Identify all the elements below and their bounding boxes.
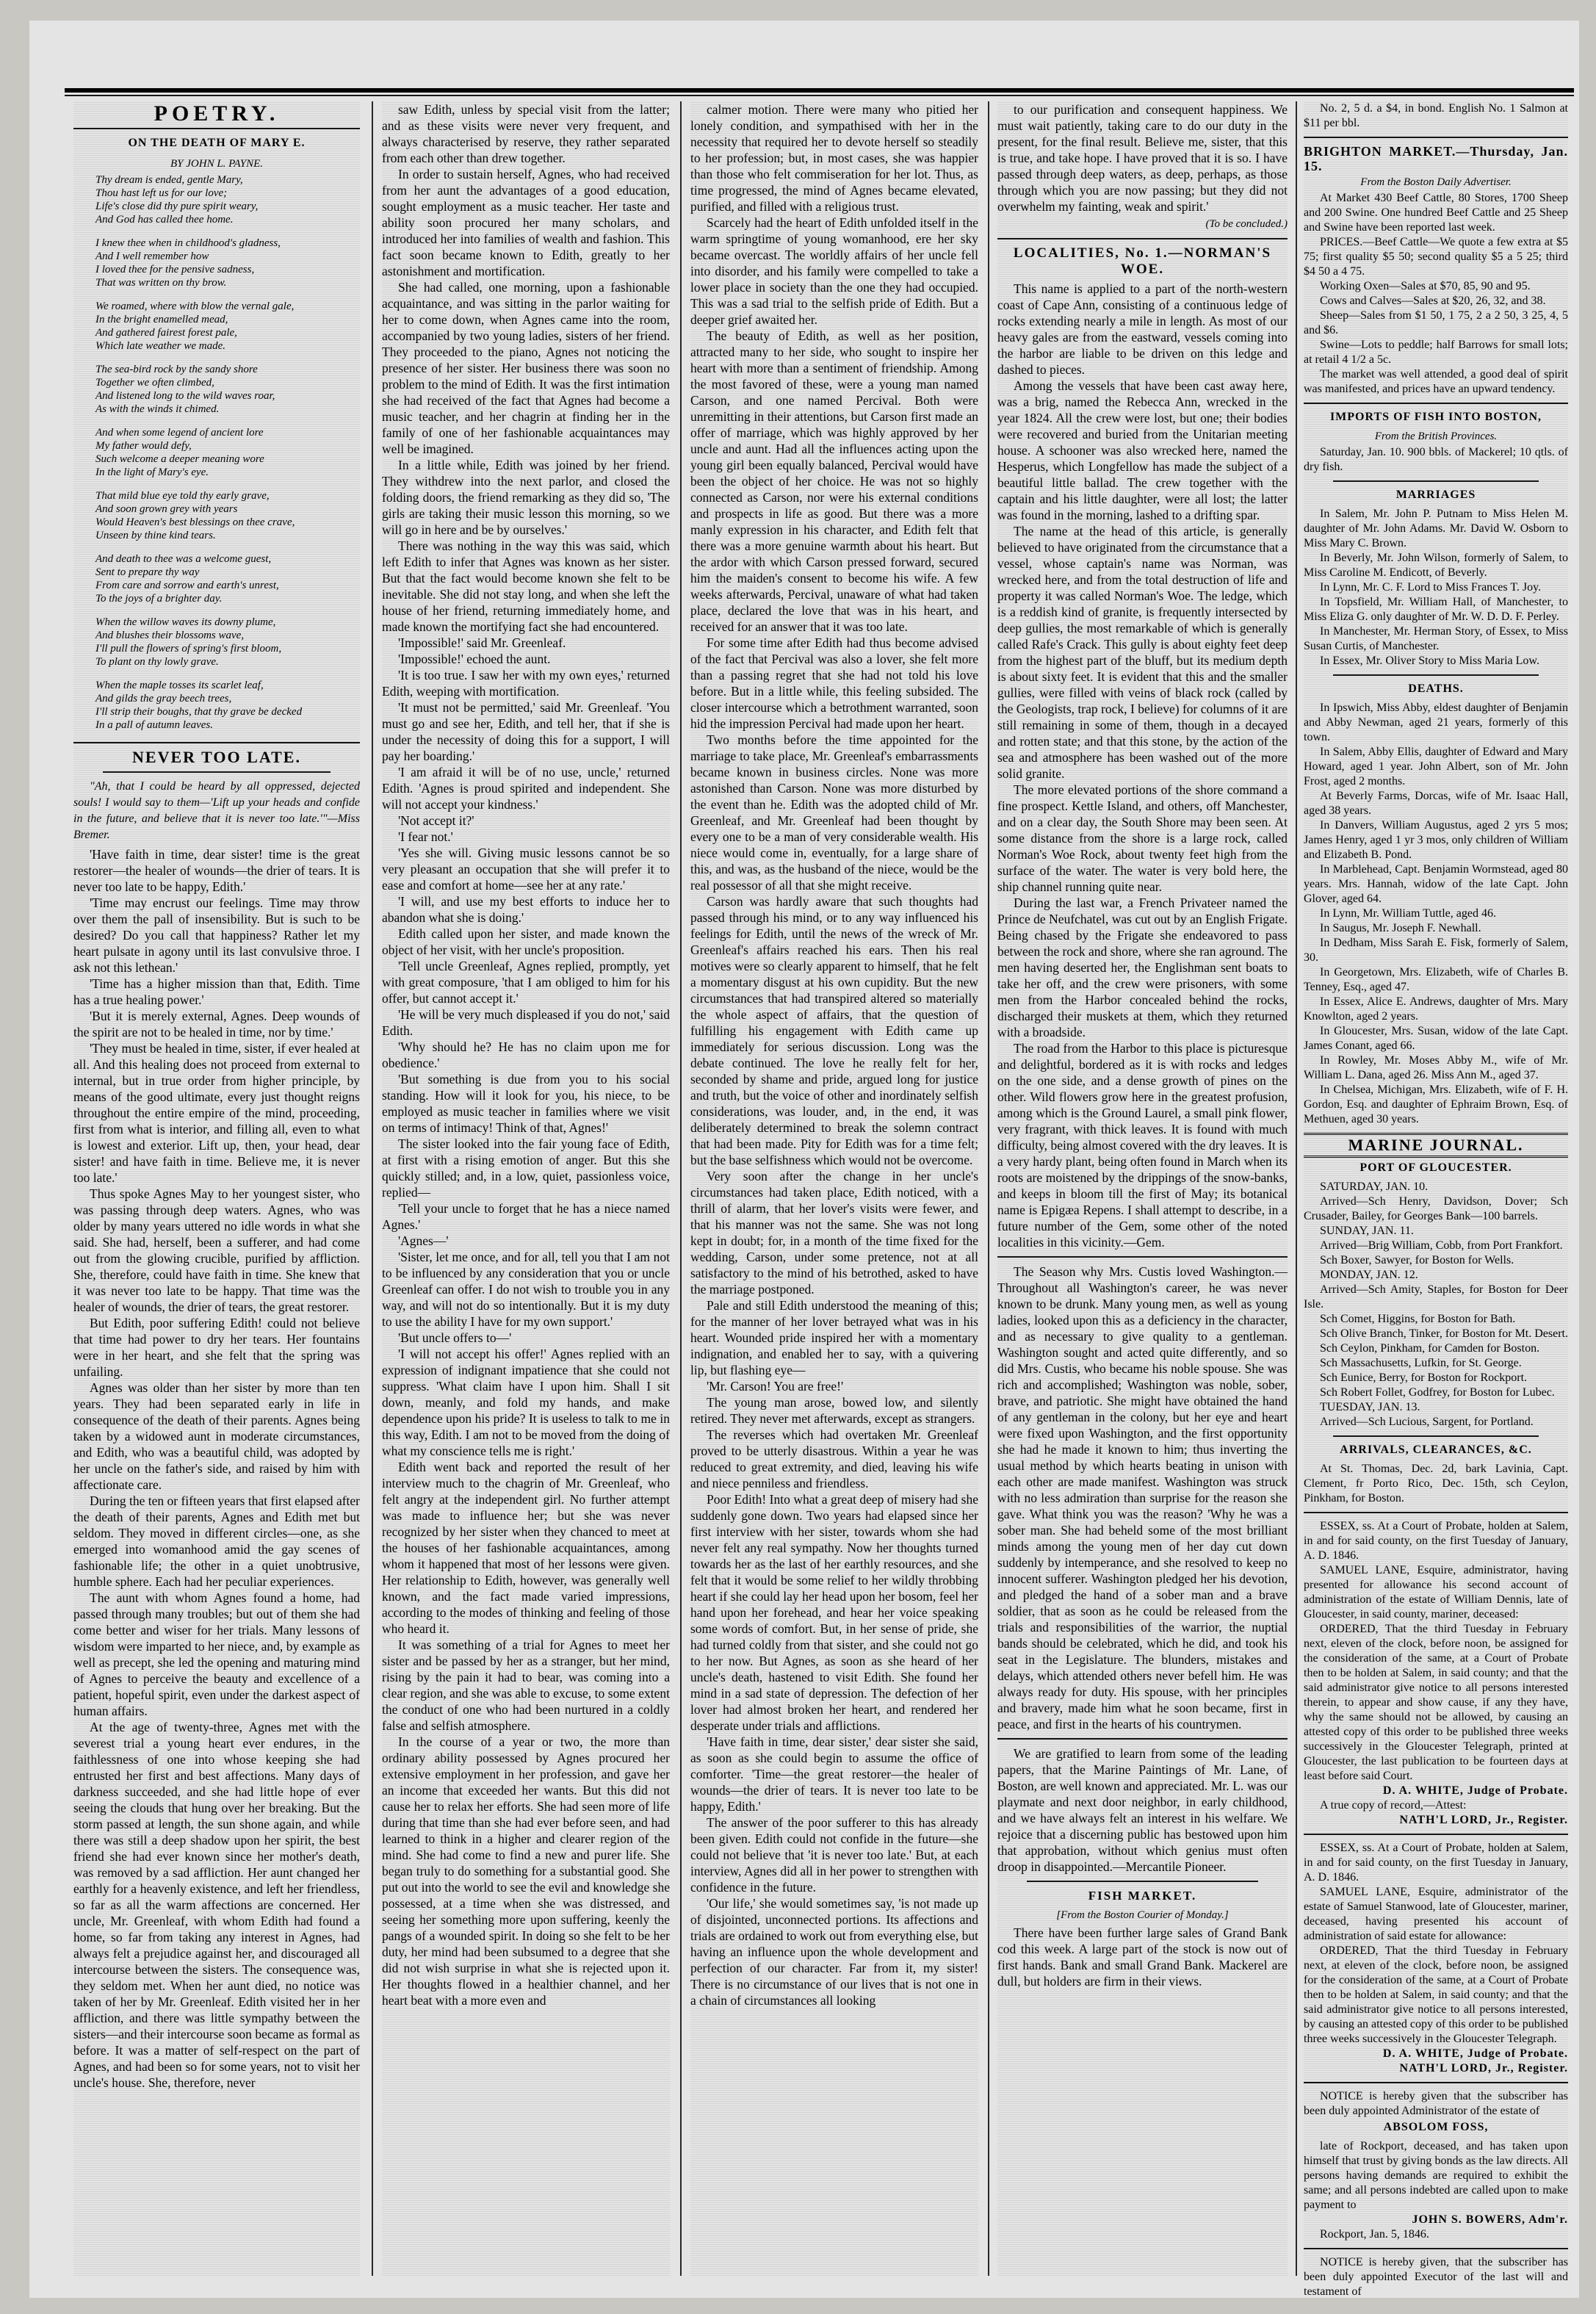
story-paragraph: In a little while, Edith was joined by her friend. They withdrew into the next parlor, and closed the folding doors, the friend remarking as they did so, 'The girls are taking their music lesson this morning, so we will go in here and be by ourselves.' bbox=[382, 458, 670, 537]
poem-line: In a pall of autumn leaves. bbox=[95, 719, 213, 731]
marine-entry: Arrived—Sch Lucious, Sargent, for Portland. bbox=[1320, 1416, 1534, 1428]
story-paragraph: The sister looked into the fair young face of Edith, at first with a rising emotion of anger. But this she quickly stilled; and, in a low, quiet, passionless voice, replied— bbox=[382, 1136, 670, 1200]
story-paragraph: 'Time may encrust our feelings. Time may throw over them the pall of insensibility. But is such to be desired? Do you call that happiness? Rather let my heart pulsate in agony until its last convulsive throe. I ask not this lethean.' bbox=[73, 895, 360, 975]
salmon-line: No. 2, 5 d. a $4, in bond. English No. 1 Salmon at $11 per bbl. bbox=[1304, 102, 1568, 129]
probate-register-2: NATH'L LORD, Jr., Register. bbox=[1399, 2062, 1568, 2075]
arrivals-line: At St. Thomas, Dec. 2d, bark Lavinia, Capt. Clement, fr Porto Rico, Dec. 15th, sch Ceylon, Pinkham, for Boston. bbox=[1304, 1463, 1568, 1504]
story-paragraph: 'Why should he? He has no claim upon me for obedience.' bbox=[382, 1039, 670, 1070]
marriages-title: MARRIAGES bbox=[1395, 489, 1476, 501]
divider bbox=[1304, 2248, 1568, 2249]
story-paragraph: 'Agnes—' bbox=[398, 1233, 449, 1248]
story-paragraph: 'But it is merely external, Agnes. Deep wounds of the spirit are not to be healed in time, nor by time.' bbox=[73, 1009, 360, 1039]
port-title: PORT OF GLOUCESTER. bbox=[1360, 1161, 1512, 1174]
poem-line: And soon grown grey with years bbox=[95, 503, 238, 515]
story-paragraph: 'Sister, let me once, and for all, tell you that I am not to be influenced by any consideration that you or uncle Greenleaf can offer. I do not wish to trouble you in any way, and will not do so intentionally. But it is my duty to use the ability I have for my own support.' bbox=[382, 1250, 670, 1329]
poem-stanza bbox=[73, 489, 360, 542]
brighton-paragraph: Sheep—Sales from $1 50, 1 75, 2 a 2 50, 3 25, 4, 5 and $6. bbox=[1304, 309, 1568, 336]
poem-line: And I well remember how bbox=[95, 250, 209, 262]
story-paragraph: to our purification and consequent happiness. We must wait patiently, taking care to do our duty in the present, for the final result. Believe me, sister, that this is true, and take hope. I have proved that it is so. I have passed through deep waters, as deep, perhaps, as those through which you are now passing; but they did not overwhelm my fainting, weak and spirit.' bbox=[997, 102, 1288, 214]
poem-line: And gathered fairest forest pale, bbox=[95, 327, 237, 339]
poetry-heading: POETRY. bbox=[154, 101, 280, 126]
localities-paragraph: Among the vessels that have been cast away here, was a brig, named the Rebecca Ann, wrecked in the year 1824. All the crew were lost, but one; their bodies were recovered and buried from the Unitarian meeting house. A schooner was also wrecked here, named the Hesperus, which Longfellow has made the subject of a beautiful little ballad. The crew together with the captain and his little daughter, were all lost; the latter was found in the morning, lashed to a drifting spar. bbox=[997, 378, 1288, 522]
localities-paragraph: The name at the head of this article, is generally believed to have originated from the circumstance that a vessel, whose captain's name was Norman, was wrecked here, and from the total destruction of life and property it was called Norman's Woe. The ledge, which is a reddish kind of granite, is frequently intersected by deep gullies, the most remarkable of which is generally called Rafe's Crack. This gully is about eighty feet deep from the highest part of the bluff, but its medium depth is about sixty feet. It is evident that this and the smaller gullies, were filled with veins of black rock (called by the Geologists, trap rock, I believe) for columns of it are still remaining in some of them, though in a decayed and rotten state; and that this stone, by the action of the sea and atmosphere has been washed out of the more solid granite. bbox=[997, 524, 1288, 781]
marriages-list bbox=[1304, 507, 1568, 668]
marriage-entry: In Lynn, Mr. C. F. Lord to Miss Frances T. Joy. bbox=[1320, 581, 1542, 594]
story-paragraph: Two months before the time appointed for the marriage to take place, Mr. Greenleaf's embarrassments became known in business circles. None was more astonished than Carson. None was more disturbed by the event than he. Edith was the adopted child of Mr. Greenleaf, and Mr. Greenleaf had been thought by every one to be a man of very considerable wealth. His niece would come in, eventually, for a large share of this, and was, as the husband of the niece, would be the real possessor of all that she might receive. bbox=[690, 732, 978, 893]
marine-entry: Sch Massachusetts, Lufkin, for St. George. bbox=[1320, 1357, 1522, 1369]
marine-entry: Sch Eunice, Berry, for Boston for Rockport. bbox=[1320, 1372, 1528, 1384]
story-paragraph: In order to sustain herself, Agnes, who had received from her aunt the advantages of a good education, sought employment as a music teacher. Her taste and ability soon procured her many scholars, and introduced her into families of wealth and fashion. This fact soon became known to Edith, greatly to her astonishment and mortification. bbox=[382, 167, 670, 278]
death-entry: In Chelsea, Michigan, Mrs. Elizabeth, wife of F. H. Gordon, Esq. and daughter of Ephraim Brown, Esq. of Methuen, aged 30 years. bbox=[1304, 1084, 1568, 1125]
poem-stanza bbox=[73, 679, 360, 732]
marine-journal-title: MARINE JOURNAL. bbox=[1304, 1133, 1568, 1158]
story-body-col4 bbox=[997, 101, 1288, 215]
story-paragraph: 'They must be healed in time, sister, if ever healed at all. And this healing does not proceed from external to internal, but in true order from higher principle, by means of the good ultimate, every just thought reigns throughout the entire empire of the mind, proceeding, first from what is interior, and filling all, even to what is lowest and exterior. Lift up, then, your head, dear sister! and have faith in time. Believe me, it is never too late.' bbox=[73, 1041, 360, 1185]
divider bbox=[1333, 1435, 1539, 1437]
poem-line: Together we often climbed, bbox=[95, 377, 214, 389]
probate-essex-1: ESSEX, ss. At a Court of Probate, holden at Salem, in and for said county, on the first Tuesday of January, A. D. 1846. bbox=[1304, 1520, 1568, 1562]
notice-1-signature: JOHN S. BOWERS, Adm'r. bbox=[1412, 2213, 1568, 2226]
poem-line: Such welcome a deeper meaning wore bbox=[95, 453, 264, 465]
probate-judge-1: D. A. WHITE, Judge of Probate. bbox=[1382, 1784, 1568, 1797]
poem-line: From care and sorrow and earth's unrest, bbox=[95, 580, 279, 591]
story-paragraph: Agnes was older than her sister by more than ten years. They had been separated early in life in consequence of the death of their parents. Agnes being taken by a widowed aunt in moderate circumstances, and Edith, who was a beautiful child, was adopted by her uncle on the father's side, and raised by him with affectionate care. bbox=[73, 1380, 360, 1492]
story-paragraph: Edith went back and reported the result of her interview much to the chagrin of Mr. Greenleaf, who felt angry at the independent girl. No further attempt was made to influence her; but she was never recognized by her sister when they chanced to meet at the houses of her fashionable acquaintances, among whom it happened that most of her lessons were given. Her relationship to Edith, however, was generally well known, and the fact made varied impressions, according to the modes of thinking and feeling of those who heard it. bbox=[382, 1460, 670, 1636]
poem-line: And God has called thee home. bbox=[95, 214, 234, 226]
divider bbox=[1304, 2082, 1568, 2083]
poem-line: When the maple tosses its scarlet leaf, bbox=[95, 680, 264, 691]
marriage-entry: In Manchester, Mr. Herman Story, of Essex, to Miss Susan Curtis, of Manchester. bbox=[1304, 625, 1568, 652]
story-paragraph: Poor Edith! Into what a great deep of misery had she suddenly gone down. Two years had elapsed since her first interview with her sister, towards whom she had never felt any real sympathy. Now her thoughts turned towards her as the last of her earthly resources, and she felt that it would be some relief to her wildly throbbing heart if she could lay her head upon her bosom, feel her hand upon her forehead, and hear her voice speaking some words of comfort. But, in her sense of pride, she had turned coldly from that sister, and she could not go to her now. But Agnes, as soon as she heard of her uncle's death, hastened to visit Edith. She found her mind in a sad state of depression. The defection of her lover had almost broken her heart, and rendered her desperate under trials and afflictions. bbox=[690, 1492, 978, 1733]
story-paragraph: 'Time has a higher mission than that, Edith. Time has a true healing power.' bbox=[73, 976, 360, 1007]
story-paragraph: saw Edith, unless by special visit from the latter; and as these visits were never very frequent, and always characterised by reserve, they rather separated from each other than drew together. bbox=[382, 102, 670, 165]
story-paragraph: Edith called upon her sister, and made known the object of her visit, with her uncle's proposition. bbox=[382, 926, 670, 957]
marine-entry: SUNDAY, JAN. 11. bbox=[1320, 1225, 1414, 1237]
divider bbox=[1304, 1834, 1568, 1835]
divider bbox=[103, 771, 331, 773]
story-paragraph: 'Have faith in time, dear sister! time is the great restorer—the healer of wounds—the drier of tears. It is never too late to be happy, Edith.' bbox=[73, 847, 360, 894]
marine-entry: SATURDAY, JAN. 10. bbox=[1320, 1181, 1429, 1193]
story-body-col1 bbox=[73, 846, 360, 2091]
story-paragraph: During the ten or fifteen years that first elapsed after the death of their parents, Agnes and Edith met but seldom. They moved in different circles—one, as she emerged into womanhood amid the gay scenes of fashionable life; the other in a quiet unobtrusive, humble sphere. Each had her peculiar experiences. bbox=[73, 1493, 360, 1589]
poem-line: That mild blue eye told thy early grave, bbox=[95, 490, 270, 502]
column-2 bbox=[382, 101, 670, 2276]
story-paragraph: At the age of twenty-three, Agnes met with the severest trial a young heart ever endures, in the faithlessness of one into whose keeping she had entrusted her first and best affections. Many days of darkness succeeded, and she had little hope of ever seeing the clouds that hung over her breaking. But the storm passed at length, the sun shone again, and while there was still a deep shadow upon her spirit, the best friend she had ever known since her mother's death, was removed by a sad affliction. Her aunt changed her earthly for a heavenly existence, and left her friendless, so far as all the warm affections are concerned. Her uncle, Mr. Greenleaf, with whom Edith had found a home, so far from taking any interest in Agnes, had always felt a prejudice against her, and discouraged all intercourse between the sisters. The consequence was, they seldom met. When her aunt died, no notice was taken of her by Mr. Greenleaf. Edith visited her in her affliction, and there was little sympathy between the sisters—and their intercourse soon became as formal as before. It was a matter of self-respect on the part of Agnes, and had been so for some years, not to visit her uncle's house. She, therefore, never bbox=[73, 1720, 360, 2090]
divider bbox=[1027, 1881, 1258, 1882]
brighton-paragraph: Swine—Lots to peddle; half Barrows for small lots; at retail 4 1/2 a 5c. bbox=[1304, 339, 1568, 366]
marine-list bbox=[1304, 1180, 1568, 1430]
poem-line: That was written on thy brow. bbox=[95, 277, 227, 289]
story-paragraph: It was something of a trial for Agnes to meet her sister and be passed by her as a stranger, but her mind, rising by the pain it had to bear, was coming into a clear region, and she was able to excuse, to some extent the conduct of one who had been nurtured in a coldly false and selfish atmosphere. bbox=[382, 1637, 670, 1733]
probate-register-1: NATH'L LORD, Jr., Register. bbox=[1399, 1814, 1568, 1826]
poem-stanza bbox=[73, 363, 360, 416]
poem-stanza bbox=[73, 552, 360, 605]
poem-byline: BY JOHN L. PAYNE. bbox=[170, 158, 263, 170]
poem-line: I'll pull the flowers of spring's first bloom, bbox=[95, 643, 282, 655]
death-entry: In Danvers, William Augustus, aged 2 yrs 5 mos; James Henry, aged 1 yr 3 mos, only children of William and Elizabeth B. Pond. bbox=[1304, 819, 1568, 861]
localities-paragraph: During the last war, a French Privateer named the Prince de Neufchatel, was cut out by an English Frigate. Being chased by the Frigate she endeavored to pass between the rock and shore, where she ran aground. The men having deserted her, the Englishman sent boats to take her off, and the crew were prisoners, with some men from the Harbor concealed behind the rocks, discharged their muskets at them, which they returned with a broadside. bbox=[997, 895, 1288, 1039]
localities-title: LOCALITIES, No. 1.—NORMAN'S WOE. bbox=[1013, 245, 1272, 277]
death-entry: In Ipswich, Miss Abby, eldest daughter of Benjamin and Abby Newman, aged 21 years, formerly of this town. bbox=[1304, 702, 1568, 743]
probate-essex-2: ESSEX, ss. At a Court of Probate, holden at Salem, in and for said county, on the first Tuesday in January, A. D. 1846. bbox=[1304, 1842, 1568, 1884]
story-title: NEVER TOO LATE. bbox=[132, 748, 301, 766]
story-paragraph: Thus spoke Agnes May to her youngest sister, who was passing through deep waters. Agnes, who was older by many years uttered no idle words in what she said. She had, herself, been a sufferer, and had come out from the glowing crucible, purified by affliction. She, therefore, could have faith in time. She knew that it was never too late to be happy. That time was the healer of wounds, the drier of tears, the great restorer. bbox=[73, 1186, 360, 1314]
story-paragraph: 'Tell your uncle to forget that he has a niece named Agnes.' bbox=[382, 1201, 670, 1232]
fish-market-text: There have been further large sales of Grand Bank cod this week. A large part of the stock is now out of first hands. Bank and small Grand Bank. Mackerel are dull, but holders are firm in their views. bbox=[997, 1925, 1288, 1989]
death-entry: In Saugus, Mr. Joseph F. Newhall. bbox=[1320, 922, 1481, 934]
poem-line: And death to thee was a welcome guest, bbox=[95, 553, 272, 565]
story-paragraph: 'It is too true. I saw her with my own eyes,' returned Edith, weeping with mortification. bbox=[382, 668, 670, 699]
column-5 bbox=[1304, 101, 1568, 2298]
column-divider bbox=[680, 101, 682, 2276]
poem-line: And when some legend of ancient lore bbox=[95, 427, 264, 439]
story-paragraph: 'Impossible!' said Mr. Greenleaf. bbox=[398, 635, 566, 650]
brighton-paragraph: The market was well attended, a good deal of spirit was manifested, and prices have an upward tendency. bbox=[1304, 368, 1568, 395]
column-4 bbox=[997, 101, 1288, 2276]
poem-line: We roamed, where with blow the vernal gale, bbox=[95, 300, 295, 312]
marriage-entry: In Topsfield, Mr. William Hall, of Manchester, to Miss Eliza G. only daughter of Mr. W. D. D. F. Perley. bbox=[1304, 596, 1568, 623]
probate-judge-2: D. A. WHITE, Judge of Probate. bbox=[1382, 2047, 1568, 2060]
marriage-entry: In Beverly, Mr. John Wilson, formerly of Salem, to Miss Caroline M. Endicott, of Beverly. bbox=[1304, 552, 1568, 579]
poem-line: And gilds the gray beech trees, bbox=[95, 693, 232, 704]
brighton-source: From the Boston Daily Advertiser. bbox=[1360, 176, 1512, 188]
divider bbox=[1304, 403, 1568, 404]
column-3 bbox=[690, 101, 978, 2276]
poem-line: And blushes their blossoms wave, bbox=[95, 630, 245, 641]
story-paragraph: In the course of a year or two, the more than ordinary ability possessed by Agnes procured her extensive employment in her profession, and gave her an income that exceeded her wants. But this did not cause her to relax her efforts. She had seen more of life during that time than she had ever before seen, and had learned to think in a higher and clearer region of the mind. She had come to find a new and purer life. She began truly to do something for a substantial good. She put out into the world to see the evil and knowledge she possessed, at a time when she was distressed, and seeing her something more upon suffering, keenly the pangs of a wounded spirit. In doing so she felt to be her duty, her mind had been subsumed to a degree that she did not wish surprise in what she is rejected upon it. Her thoughts flowed in a healthier channel, and her heart beat with a more even and bbox=[382, 1734, 670, 2008]
marine-entry: Arrived—Sch Henry, Davidson, Dover; Sch Crusader, Bailey, for Georges Bank—100 barrels. bbox=[1304, 1195, 1568, 1222]
poem-line: Unseen by thine kind tears. bbox=[95, 530, 216, 541]
story-paragraph: 'Impossible!' echoed the aunt. bbox=[398, 652, 551, 666]
notice-1-name: ABSOLOM FOSS, bbox=[1383, 2121, 1489, 2133]
story-paragraph: The answer of the poor sufferer to this has already been given. Edith could not confide in the future—she could not believe that 'it is never too late.' But, at each interview, Agnes did all in her power to strengthen with confidence in the future. bbox=[690, 1815, 978, 1895]
poem-line: In the bright enamelled mead, bbox=[95, 314, 228, 325]
column-divider bbox=[372, 101, 373, 2276]
story-paragraph: 'It must not be permitted,' said Mr. Greenleaf. 'You must go and see her, Edith, and tell her, that if she is under the necessity of doing this for a support, I will pay her boarding.' bbox=[382, 700, 670, 763]
notice-2: NOTICE is hereby given, that the subscriber has been duly appointed Executor of the last will and testament of bbox=[1304, 2256, 1568, 2298]
death-entry: In Dedham, Miss Sarah E. Fisk, formerly of Salem, 30. bbox=[1304, 937, 1568, 964]
fish-market-title: FISH MARKET. bbox=[1088, 1889, 1197, 1903]
poem-line: As with the winds it chimed. bbox=[95, 403, 220, 415]
marine-entry: MONDAY, JAN. 12. bbox=[1320, 1269, 1418, 1281]
marine-entry: Arrived—Sch Amity, Staples, for Boston for Deer Isle. bbox=[1304, 1283, 1568, 1311]
death-entry: In Essex, Alice E. Andrews, daughter of Mrs. Mary Knowlton, aged 2 years. bbox=[1304, 995, 1568, 1023]
top-rule bbox=[65, 88, 1574, 93]
brighton-paragraph: Working Oxen—Sales at $70, 85, 90 and 95. bbox=[1320, 280, 1531, 292]
divider bbox=[997, 1256, 1288, 1258]
poem-title: ON THE DEATH OF MARY E. bbox=[128, 137, 306, 149]
story-paragraph: 'I am afraid it will be of no use, uncle,' returned Edith. 'Agnes is proud spirited and independent. She will not accept your kindness.' bbox=[382, 765, 670, 812]
washington-paragraph: The Season why Mrs. Custis loved Washington.—Throughout all Washington's career, he was never known to be drunk. Many young men, as well as young ladies, looked upon this as a deficiency in the character, and as necessary to give quality to a gentleman. Washington sought and acted quite differently, and so did Mrs. Custis, who became his noble spouse. She was rich and accomplished; Washington was noble, sober, brave, and patriotic. She might have obtained the hand of any gentleman in the colony, but her eye and heart were fixed upon Washington, and the first opportunity she had he made it known to him; thus inverting the usual method by which hearts beating in unison with each other are made manifest. Washington was struck with no less admiration than surprise for the reason she gave. What think you was the reason? 'Why he was a sober man. She had beheld some of the most brilliant minds among the young men of her day cut down suddenly by intemperance, and she resolved to keep no innocent sufferer. Washington pledged her his devotion, and pledged the hand of a sober man and a brave soldier, that as soon as he could be released from the trials and responsibilities of the warrior, the nuptial bands should be celebrated, which he did, and took his seat in the Legislature. The blunders, mistakes and delays, which attended others never befell him. He was always ready for duty. His spouse, with her principles and bravery, made him what he soon became, first in peace, and first in the hearts of his countrymen. bbox=[997, 1264, 1288, 1731]
localities-paragraph: The road from the Harbor to this place is picturesque and delightful, bordered as it is with rocks and ledges on the one side, and a dense growth of pines on the other. Wild flowers grow here in the greatest profusion, among which is the Ground Laurel, a small pink flower, very fragrant, with thick leaves. It is found with much difficulty, being almost covered with the dry leaves. It is a very hardy plant, being often found in March when its roots are moistened by the drippings of the snow-banks, and keeps in bloom till the first of May; its botanical name is Epigæa Repens. I shall attempt to describe, in a future number of the Gem, some other of the noted localities in this vicinity.—Gem. bbox=[997, 1041, 1288, 1250]
poem-line: Thou hast left us for our love; bbox=[95, 187, 228, 199]
marine-entry: Arrived—Brig William, Cobb, from Port Frankfort. bbox=[1320, 1239, 1563, 1252]
story-paragraph: 'But uncle offers to—' bbox=[398, 1330, 512, 1345]
story-paragraph: 'I will, and use my best efforts to induce her to abandon what she is doing.' bbox=[382, 894, 670, 925]
brighton-paragraph: PRICES.—Beef Cattle—We quote a few extra at $5 75; first quality $5 50; second quality $5 a 5 25; third $4 50 a 4 75. bbox=[1304, 236, 1568, 278]
imports-title: IMPORTS OF FISH INTO BOSTON, bbox=[1329, 411, 1542, 423]
localities-paragraph: This name is applied to a part of the north-western coast of Cape Ann, consisting of a continuous ledge of rocks extending nearly a mile in length. As most of our heavy gales are from the eastward, vessels coming into the harbor are liable to be driven on this ledge and dashed to pieces. bbox=[997, 281, 1288, 377]
poem-line: My father would defy, bbox=[95, 440, 192, 452]
poem-line: I'll strip their boughs, that thy grave be decked bbox=[95, 706, 303, 718]
poem-stanza bbox=[73, 426, 360, 479]
probate-samuel-2: SAMUEL LANE, Esquire, administrator of the estate of Samuel Stanwood, late of Gloucester, mariner, deceased, having presented his account of administration of said estate for allowance: bbox=[1304, 1886, 1568, 1942]
fish-market-source: [From the Boston Courier of Monday.] bbox=[1056, 1909, 1229, 1921]
arrivals-title: ARRIVALS, CLEARANCES, &C. bbox=[1340, 1443, 1532, 1456]
poem-stanza bbox=[73, 616, 360, 668]
poem-line: Would Heaven's best blessings on thee crave, bbox=[95, 516, 295, 528]
story-paragraph: 'Have faith in time, dear sister,' dear sister she said, as soon as she could begin to assume the office of comforter. 'Time—the great restorer—the healer of wounds—the drier of tears. It is never too late to be happy, Edith.' bbox=[690, 1734, 978, 1814]
divider bbox=[997, 238, 1288, 239]
poem-line: In the light of Mary's eye. bbox=[95, 466, 209, 478]
brighton-title: BRIGHTON MARKET.—Thursday, Jan. 15. bbox=[1304, 144, 1568, 173]
marriage-entry: In Essex, Mr. Oliver Story to Miss Maria Low. bbox=[1320, 655, 1539, 667]
marine-entry: Sch Comet, Higgins, for Boston for Bath. bbox=[1320, 1313, 1516, 1325]
marine-entry: Sch Boxer, Sawyer, for Boston for Wells. bbox=[1320, 1254, 1514, 1266]
top-rule-thin bbox=[65, 95, 1574, 96]
poem-stanza bbox=[73, 173, 360, 226]
marine-entry: TUESDAY, JAN. 13. bbox=[1320, 1401, 1420, 1413]
story-paragraph: 'He will be very much displeased if you do not,' said Edith. bbox=[382, 1007, 670, 1038]
column-1 bbox=[73, 101, 360, 2276]
death-entry: In Georgetown, Mrs. Elizabeth, wife of Charles B. Tenney, Esq., aged 47. bbox=[1304, 966, 1568, 993]
probate-attest-1: A true copy of record,—Attest: bbox=[1320, 1799, 1467, 1812]
story-paragraph: Pale and still Edith understood the meaning of this; for the manner of her lover betrayed what was in his heart. Wounded pride inspired her with a momentary indignation, and enabled her to say, with a quivering lip, but flashing eye— bbox=[690, 1298, 978, 1377]
probate-ordered-2: ORDERED, That the third Tuesday in February next, at eleven of the clock, before noon, be assigned for the consideration of the same, at a Court of Probate then to be holden at Salem, in said county; and that the said administrator give notice to all persons interested, by causing an attested copy of this order to be published three weeks successively in the Gloucester Telegraph. bbox=[1304, 1944, 1568, 2045]
divider bbox=[1333, 480, 1539, 482]
story-paragraph: 'I fear not.' bbox=[398, 829, 453, 844]
story-paragraph: There was nothing in the way this was said, which left Edith to infer that Agnes was known as her sister. But that the fact would become known she felt to be inevitable. She did not stay long, and when she left the house of her friend, returning immediately home, and made known the mortifying fact she had encountered. bbox=[382, 538, 670, 634]
story-paragraph: Scarcely had the heart of Edith unfolded itself in the warm springtime of young womanhood, ere her sky became overcast. The worldly affairs of her uncle fell into disorder, and his family were compelled to take a lower place in society than the one they had occupied. This was a sad trial to the selfish pride of Edith. But a deeper grief awaited her. bbox=[690, 215, 978, 327]
story-paragraph: 'Mr. Carson! You are free!' bbox=[707, 1379, 844, 1394]
divider bbox=[1304, 137, 1568, 138]
story-paragraph: 'I will not accept his offer!' Agnes replied with an expression of indignant impatience that she could not suppress. 'What claim have I upon him. Shall I sit down, meanly, and fold my hands, and make dependence upon his pride? It is useless to talk to me in this way, Edith. I am not to be moved from the doing of what my conscience tells me is right.' bbox=[382, 1347, 670, 1458]
notice-1: NOTICE is hereby given that the subscriber has been duly appointed Administrator of the estate of bbox=[1304, 2090, 1568, 2117]
story-paragraph: calmer motion. There were many who pitied her lonely condition, and sympathised with her in the necessity that required her to devote herself so steadily to her profession; but, in most cases, she was happier than those who felt commiseration for her lot. Thus, as time progressed, the mind of Agnes became elevated, purified, and filled with a religious trust. bbox=[690, 102, 978, 214]
imports-line: Saturday, Jan. 10. 900 bbls. of Mackerel; 10 qtls. of dry fish. bbox=[1304, 446, 1568, 473]
brighton-paragraph: Cows and Calves—Sales at $20, 26, 32, and 38. bbox=[1320, 295, 1546, 307]
notice-1-date: Rockport, Jan. 5, 1846. bbox=[1320, 2228, 1429, 2241]
divider bbox=[73, 742, 360, 743]
story-paragraph: 'But something is due from you to his social standing. How will it look for you, his niece, to be employed as music teacher in families where we visit on terms of intimacy! Think of that, Agnes!' bbox=[382, 1072, 670, 1135]
poem-line: I knew thee when in childhood's gladness, bbox=[95, 237, 281, 249]
divider bbox=[997, 1738, 1288, 1740]
story-paragraph: Carson was hardly aware that such thoughts had passed through his mind, or to any way influenced his feelings for Edith, until the news of the wreck of Mr. Greenleaf's affairs reached his ears. Then his real motives were so clearly apparent to himself, that he felt a momentary disgust at his own cupidity. But the new circumstances that had transpired altered so materially the whole aspect of affairs, that the question of fulfilling his engagement with Edith came up immediately for serious discussion. Long was the debate continued. The love he really felt for her, seconded by shame and pride, argued long for justice and truth, but the voice of other and inordinately selfish considerations, was louder, and, in the end, it was deliberately determined to break the solemn contract that had been made. Pity for Edith was for a time felt; but the base selfishness which would not be overcome. bbox=[690, 894, 978, 1167]
story-paragraph: The beauty of Edith, as well as her position, attracted many to her side, who sought to inspire her heart with more than a sentiment of friendship. Among the most favored of these, were a young man named Carson, and one named Percival. Both were unremitting in their attentions, but Carson first made an offer of marriage, which was highly approved by her uncle and aunt. Had all the influences acting upon the young girl been equally balanced, Percival would have been the object of her choice. He was not so highly connected as Carson, nor were his external conditions and prospects in life as good. But there was a more manly expression in his character, and Edith felt that there was a more genuine warmth about his heart. But the ardor with which Carson pressed forward, secured him the maiden's consent to become his wife. A few weeks afterwards, Percival, unaware of what had taken place, declared the love that was in his heart, and received for an answer that it was too late. bbox=[690, 328, 978, 634]
poem-line: Which late weather we made. bbox=[95, 340, 226, 352]
divider bbox=[73, 128, 360, 129]
brighton-paragraph: At Market 430 Beef Cattle, 80 Stores, 1700 Sheep and 200 Swine. One hundred Beef Cattle and 25 Sheep and Swine have been reported last week. bbox=[1304, 192, 1568, 234]
gratified-paragraph: We are gratified to learn from some of the leading papers, that the Marine Paintings of Mr. Lane, of Boston, are well known and appreciated. Mr. L. was our playmate and next door neighbor, in early childhood, and we have always felt an interest in his welfare. We rejoice that a discerning public has bestowed upon him that approbation, without which genius must often droop in disappointed.—Mercantile Pioneer. bbox=[997, 1746, 1288, 1874]
deaths-list bbox=[1304, 701, 1568, 1127]
story-epigraph: "Ah, that I could be heard by all oppressed, dejected souls! I would say to them—'Lift up your heads and confide in the future, and believe that it is never too late.'"—Miss Bremer. bbox=[73, 780, 360, 841]
death-entry: In Marblehead, Capt. Benjamin Wormstead, aged 80 years. Mrs. Hannah, widow of the late Capt. John Glover, aged 64. bbox=[1304, 863, 1568, 905]
imports-sub: From the British Provinces. bbox=[1374, 430, 1498, 442]
story-paragraph: 'Not accept it?' bbox=[398, 813, 474, 828]
poem bbox=[73, 173, 360, 732]
story-paragraph: The aunt with whom Agnes found a home, had passed through many troubles; but out of them she had come better and wiser for her trials. Many lessons of wisdom were imparted to her niece, and, by example as well as precept, she led the opening and maturing mind of Agnes to perceive the beauty and excellence of a patient, hopeful spirit, even under the darkest aspect of human affairs. bbox=[73, 1590, 360, 1718]
marine-entry: Sch Robert Follet, Godfrey, for Boston for Lubec. bbox=[1320, 1386, 1555, 1399]
column-divider bbox=[988, 101, 989, 2276]
poem-line: When the willow waves its downy plume, bbox=[95, 616, 276, 628]
notice-1-body: late of Rockport, deceased, and has taken upon himself that trust by giving bonds as the law directs. All persons having demands are required to exhibit the same; and all persons indebted are called upon to make payment to bbox=[1304, 2140, 1568, 2211]
death-entry: In Salem, Abby Ellis, daughter of Edward and Mary Howard, aged 1 year. John Albert, son of Mr. John Frost, aged 2 months. bbox=[1304, 746, 1568, 787]
death-entry: In Gloucester, Mrs. Susan, widow of the late Capt. James Conant, aged 66. bbox=[1304, 1025, 1568, 1052]
poem-line: I loved thee for the pensive sadness, bbox=[95, 264, 255, 275]
localities-paragraph: The more elevated portions of the shore command a fine prospect. Kettle Island, and others, off Manchester, and on a clear day, the South Shore may been seen. At some distance from the shore is a large rock, called Norman's Woe Rock, about twenty feet high from the surface of the water. The water is very bold here, the ship channel running quite near. bbox=[997, 782, 1288, 894]
death-entry: In Lynn, Mr. William Tuttle, aged 46. bbox=[1320, 907, 1496, 920]
poem-line: To plant on thy lowly grave. bbox=[95, 656, 219, 668]
story-paragraph: Very soon after the change in her uncle's circumstances had taken place, Edith noticed, with a thrill of alarm, that her lover's visits were fewer, and that his manner was not the same. She was not long kept in doubt; for, in a month of the time fixed for the wedding, Carson, under some pretence, not at all satisfactory to the mind of his betrothed, asked to have the marriage postponed. bbox=[690, 1169, 978, 1297]
story-paragraph: 'Our life,' she would sometimes say, 'is not made up of disjointed, unconnected portions. Its affections and trials are ordained to work out from everything else, but having an influence upon the whole development and perfection of our character. Far from it, my sister! There is no circumstance of our lives that is not one in a chain of circumstances all looking bbox=[690, 1896, 978, 2008]
brighton-body bbox=[1304, 191, 1568, 397]
newspaper-page bbox=[29, 21, 1579, 2298]
poem-stanza bbox=[73, 300, 360, 353]
probate-ordered-1: ORDERED, That the third Tuesday in February next, eleven of the clock, before noon, be assigned for the consideration of the same, at a Court of Probate then to be holden at Salem, in said county; and that the said administrator give notice to all persons interested therein, to appear and show cause, if any they have, why the same should not be allowed, by causing an attested copy of this order to be published three weeks successively in the Gloucester Telegraph, printed at Gloucester, the last publication to be fourteen days at least before said Court. bbox=[1304, 1623, 1568, 1782]
marine-entry: Sch Ceylon, Pinkham, for Camden for Boston. bbox=[1320, 1342, 1540, 1355]
story-paragraph: The young man arose, bowed low, and silently retired. They never met afterwards, except as strangers. bbox=[690, 1395, 978, 1426]
marriage-entry: In Salem, Mr. John P. Putnam to Miss Helen M. daughter of Mr. John Adams. Mr. David W. Osborn to Miss Mary C. Brown. bbox=[1304, 508, 1568, 549]
deaths-title: DEATHS. bbox=[1408, 682, 1464, 695]
death-entry: At Beverly Farms, Dorcas, wife of Mr. Isaac Hall, aged 38 years. bbox=[1304, 790, 1568, 817]
poem-line: And listened long to the wild waves roar, bbox=[95, 390, 275, 402]
story-paragraph: The reverses which had overtaken Mr. Greenleaf proved to be utterly disastrous. Within a year he was reduced to great extremity, and died, leaving his wife and niece penniless and friendless. bbox=[690, 1427, 978, 1491]
poem-line: Sent to prepare thy way bbox=[95, 566, 200, 578]
divider bbox=[1333, 674, 1539, 676]
story-paragraph: For some time after Edith had thus become advised of the fact that Percival was also a lover, she felt more than a passing regret that she had not told his love before. But in a little while, this feeling subsided. The closer intercourse which a betrothment warranted, soon hid the impression Percival had made upon her heart. bbox=[690, 635, 978, 731]
story-paragraph: 'Yes she will. Giving music lessons cannot be so very pleasant an occupation that she will prefer it to ease and comfort at home—see her at any rate.' bbox=[382, 846, 670, 893]
poem-stanza bbox=[73, 237, 360, 289]
poem-line: The sea-bird rock by the sandy shore bbox=[95, 364, 258, 375]
poem-line: Life's close did thy pure spirit weary, bbox=[95, 201, 259, 212]
column-divider bbox=[1296, 101, 1297, 2276]
death-entry: In Rowley, Mr. Moses Abby M., wife of Mr. William L. Dana, aged 26. Miss Ann M., aged 37. bbox=[1304, 1054, 1568, 1081]
poem-line: Thy dream is ended, gentle Mary, bbox=[95, 174, 243, 186]
story-paragraph: She had called, one morning, upon a fashionable acquaintance, and was sitting in the parlor waiting for her to come down, when Agnes came into the room, accompanied by two young ladies, sisters of her friend. They proceeded to the piano, Agnes not noticing the presence of her sister. Her business there was soon no problem to the mind of Edith. It was the first intimation she had received of the fact that Agnes had become a music teacher, and her chagrin at finding her in the family of one of her fashionable acquaintances may well be imagined. bbox=[382, 280, 670, 456]
localities-body bbox=[997, 281, 1288, 1250]
probate-samuel-1: SAMUEL LANE, Esquire, administrator, having presented for allowance his second account of administration of the estate of William Dennis, late of Gloucester, in said county, mariner, deceased: bbox=[1304, 1564, 1568, 1621]
story-paragraph: 'Tell uncle Greenleaf, Agnes replied, promptly, yet with great composure, 'that I am obliged to him for his offer, but cannot accept it.' bbox=[382, 959, 670, 1006]
divider bbox=[1304, 1512, 1568, 1513]
to-be-concluded: (To be concluded.) bbox=[1205, 218, 1288, 230]
poem-line: To the joys of a brighter day. bbox=[95, 593, 223, 605]
marine-entry: Sch Olive Branch, Tinker, for Boston for Mt. Desert. bbox=[1320, 1327, 1568, 1340]
story-paragraph: But Edith, poor suffering Edith! could not believe that time had power to dry her tears. Her fountains were in her heart, and she felt that the spring was unfailing. bbox=[73, 1316, 360, 1379]
